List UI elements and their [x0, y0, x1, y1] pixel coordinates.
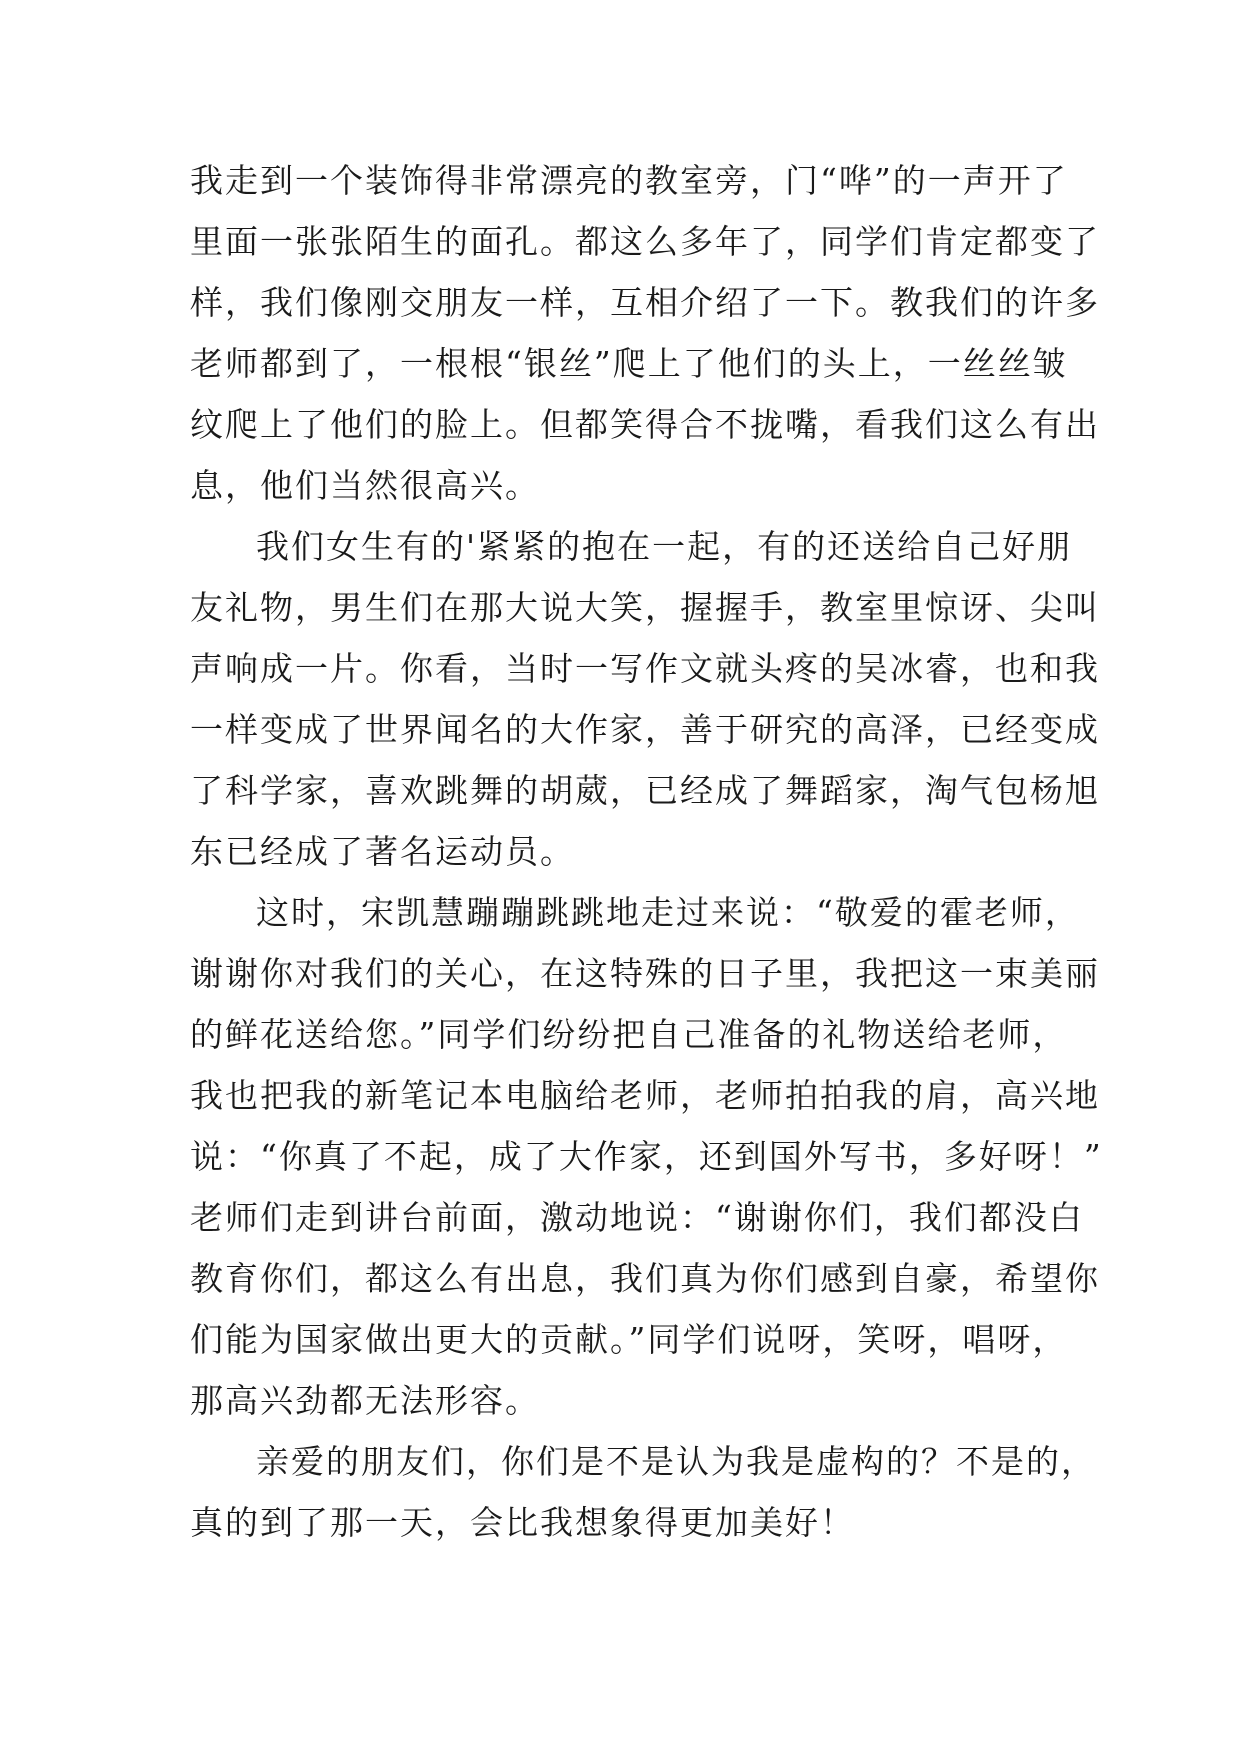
text-line: 声响成一片。你看，当时一写作文就头疼的吴冰睿，也和我 — [190, 649, 1100, 688]
text-line: 我走到一个装饰得非常漂亮的教室旁，门“哗”的一声开了 — [190, 161, 1068, 200]
body-text — [190, 150, 1103, 1553]
text-line: 教育你们，都这么有出息，我们真为你们感到自豪，希望你 — [190, 1259, 1100, 1298]
text-line: 说：“你真了不起，成了大作家，还到国外写书，多好呀！” — [190, 1137, 1103, 1176]
text-line: 东已经成了著名运动员。 — [190, 832, 575, 871]
text-line: 们能为国家做出更大的贡献。”同学们说呀，笑呀，唱呀， — [190, 1320, 1068, 1359]
text-line: 谢谢你对我们的关心，在这特殊的日子里，我把这一束美丽 — [190, 954, 1100, 993]
text-line: 息，他们当然很高兴。 — [190, 466, 540, 505]
text-line: 我也把我的新笔记本电脑给老师，老师拍拍我的肩，高兴地 — [190, 1076, 1100, 1115]
paragraph-4 — [190, 1431, 1096, 1553]
text-line: 老师都到了，一根根“银丝”爬上了他们的头上，一丝丝皱 — [190, 344, 1068, 383]
text-line: 老师们走到讲台前面，激动地说：“谢谢你们，我们都没白 — [190, 1198, 1084, 1237]
text-line: 的鲜花送给您。”同学们纷纷把自己准备的礼物送给老师， — [190, 1015, 1068, 1054]
text-line: 亲爱的朋友们，你们是不是认为我是虚构的？不是的， — [256, 1442, 1096, 1481]
text-line: 里面一张张陌生的面孔。都这么多年了，同学们肯定都变了 — [190, 222, 1100, 261]
paragraph-1 — [190, 150, 1100, 516]
text-line: 纹爬上了他们的脸上。但都笑得合不拢嘴，看我们这么有出 — [190, 405, 1100, 444]
text-line: 真的到了那一天，会比我想象得更加美好！ — [190, 1503, 855, 1542]
text-line: 这时，宋凯慧蹦蹦跳跳地走过来说：“敬爱的霍老师， — [256, 893, 1080, 932]
text-line: 了科学家，喜欢跳舞的胡葳，已经成了舞蹈家，淘气包杨旭 — [190, 771, 1100, 810]
paragraph-3 — [190, 882, 1103, 1431]
text-line: 那高兴劲都无法形容。 — [190, 1381, 540, 1420]
paragraph-2 — [190, 516, 1100, 882]
text-line: 我们女生有的'紧紧的抱在一起，有的还送给自己好朋 — [256, 527, 1073, 566]
text-line: 样，我们像刚交朋友一样，互相介绍了一下。教我们的许多 — [190, 283, 1100, 322]
text-line: 友礼物，男生们在那大说大笑，握握手，教室里惊讶、尖叫 — [190, 588, 1100, 627]
text-line: 一样变成了世界闻名的大作家，善于研究的高泽，已经变成 — [190, 710, 1100, 749]
